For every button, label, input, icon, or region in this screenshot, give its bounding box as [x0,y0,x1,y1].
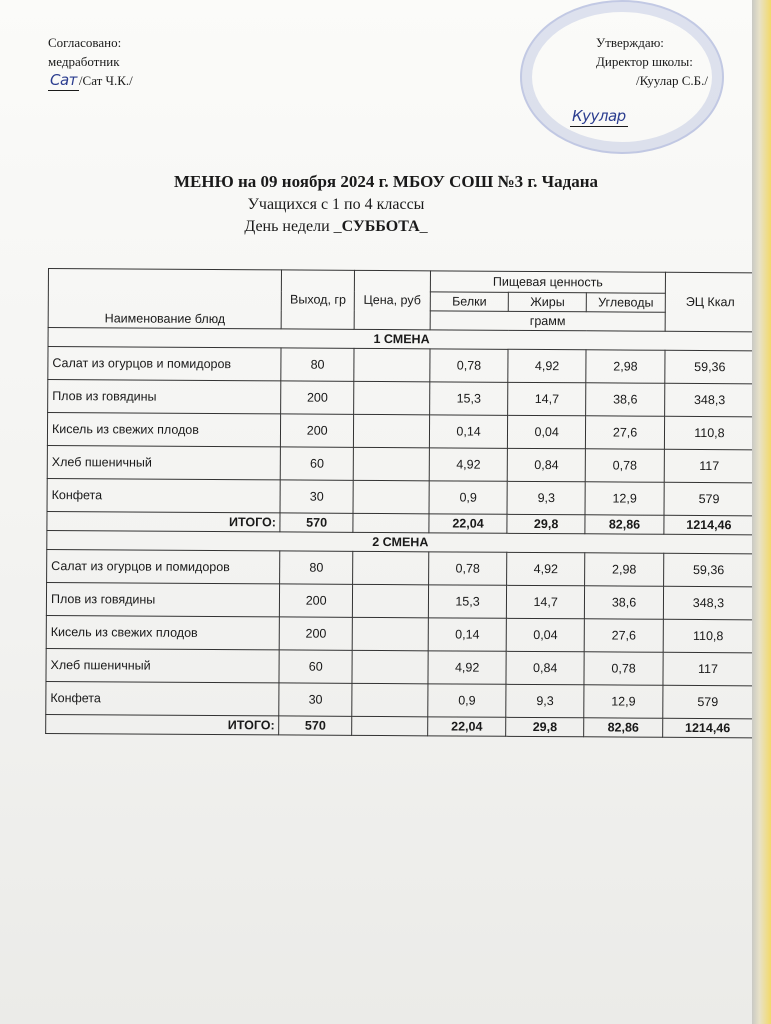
dish-protein: 4,92 [428,651,506,684]
background-edge [752,0,771,1024]
dish-kcal: 59,36 [665,350,755,384]
total-label: ИТОГО: [47,511,281,531]
dish-fat: 4,92 [507,552,585,585]
table-row [47,413,754,450]
dish-name: Хлеб пшеничный [47,445,281,479]
dish-price [352,617,428,650]
dish-fat: 14,7 [508,382,586,415]
dish-kcal: 117 [664,449,754,483]
approval-right [572,33,708,125]
approval-left-heading: Согласовано: [48,35,122,50]
total-price [353,513,429,532]
dish-price [352,584,428,617]
dish-protein: 0,78 [430,349,508,382]
dish-fat: 0,84 [506,651,584,684]
dish-kcal: 348,3 [663,586,753,620]
dish-fat: 0,04 [506,618,584,651]
dish-fat: 9,3 [507,481,585,514]
dish-kcal: 579 [664,482,754,516]
dish-price [353,480,429,513]
header-carbs: Углеводы [586,293,665,312]
dish-kcal: 348,3 [664,383,754,417]
total-protein: 22,04 [429,514,507,533]
dish-carbs: 27,6 [584,619,663,652]
dish-protein: 0,14 [429,415,507,448]
dish-carbs: 12,9 [585,482,664,515]
dish-kcal: 579 [663,685,753,719]
table-row [47,478,754,515]
dish-name: Кисель из свежих плодов [46,615,280,649]
table-row [46,648,753,685]
dish-carbs: 38,6 [585,586,664,619]
dish-price [354,381,430,414]
dish-output: 60 [281,447,354,480]
dish-price [353,447,429,480]
menu-day-suffix: _ [419,218,428,235]
total-kcal: 1214,46 [663,718,753,738]
dish-output: 200 [281,414,354,447]
dish-carbs: 0,78 [585,449,664,482]
menu-subtitle: Учащихся с 1 по 4 классы [247,196,425,213]
total-row [46,714,753,737]
total-fat: 29,8 [507,514,585,533]
menu-title-block [0,172,752,236]
dish-carbs: 0,78 [584,652,663,685]
dish-fat: 14,7 [507,585,585,618]
header-nutrition: Пищевая ценность [430,271,665,293]
dish-price [352,683,428,716]
dish-name: Конфета [47,478,281,512]
header-unit: грамм [430,311,665,331]
dish-output: 200 [280,584,353,617]
total-price [352,716,428,735]
approval-left [48,33,133,91]
dish-fat: 0,84 [507,448,585,481]
dish-kcal: 59,36 [663,553,753,587]
dish-protein: 0,9 [429,481,507,514]
menu-title: МЕНЮ на 09 ноября 2024 г. МБОУ СОШ №3 г. Чадана [173,172,598,191]
table-row [48,347,755,384]
dish-name: Конфета [46,681,280,715]
dish-name: Плов из говядины [46,582,280,616]
approval-right-role: Директор школы: [596,54,693,69]
shift-title: 1 СМЕНА [48,328,755,351]
dish-carbs: 2,98 [585,553,664,586]
dish-protein: 15,3 [430,382,508,415]
table-row [46,582,753,619]
dish-output: 80 [281,348,354,381]
total-output: 570 [280,513,353,532]
approval-left-sign-line [48,71,133,91]
dish-protein: 0,9 [428,684,506,717]
dish-price [354,348,430,381]
dish-name: Плов из говядины [48,380,282,414]
dish-output: 60 [279,650,352,683]
dish-fat: 0,04 [508,415,586,448]
dish-protein: 4,92 [429,448,507,481]
header-protein: Белки [430,292,508,311]
total-fat: 29,8 [506,717,584,736]
dish-protein: 0,14 [428,618,506,651]
shift-title: 2 СМЕНА [47,530,754,553]
approval-left-role: медработник [48,54,120,69]
menu-day-value: СУББОТА [341,218,420,235]
dish-protein: 0,78 [429,552,507,585]
approval-right-heading: Утверждаю: [596,35,664,50]
menu-day-prefix: День недели _ [244,218,342,235]
dish-name: Салат из огурцов и помидоров [48,347,282,381]
dish-protein: 15,3 [428,585,506,618]
dish-name: Хлеб пшеничный [46,648,280,682]
table-row [47,445,754,482]
dish-kcal: 110,8 [664,416,754,450]
menu-body [46,328,755,738]
table-row [48,380,755,417]
director-signature: Куулар [572,107,626,125]
dish-fat: 4,92 [508,349,586,382]
total-label: ИТОГО: [46,714,280,734]
total-output: 570 [279,716,352,735]
dish-output: 200 [280,617,353,650]
dish-carbs: 38,6 [586,383,665,416]
dish-price [352,650,428,683]
dish-output: 30 [279,683,352,716]
total-carbs: 82,86 [584,718,663,737]
header-name: Наименование блюд [48,269,282,329]
dish-output: 80 [280,551,353,584]
table-row [46,615,753,652]
dish-fat: 9,3 [506,684,584,717]
medic-signature: Сат [50,71,77,89]
menu-table [45,268,756,738]
total-kcal: 1214,46 [664,515,754,535]
dish-price [352,551,428,584]
header-price: Цена, руб [354,270,430,329]
dish-price [353,414,429,447]
director-name: /Куулар С.Б./ [636,73,708,88]
menu-day [0,218,752,236]
medic-name: /Сат Ч.К./ [78,73,133,88]
total-carbs: 82,86 [585,515,664,534]
dish-output: 30 [280,480,353,513]
dish-kcal: 110,8 [663,619,753,653]
approval-right-sign-line [572,71,708,125]
header-output: Выход, гр [282,270,355,329]
dish-carbs: 12,9 [584,685,663,718]
header-fat: Жиры [508,292,586,311]
table-row [47,549,754,586]
table-row [46,681,753,718]
dish-carbs: 2,98 [586,350,665,383]
dish-carbs: 27,6 [586,416,665,449]
total-protein: 22,04 [428,717,506,736]
dish-kcal: 117 [663,652,753,686]
dish-output: 200 [281,381,354,414]
header-kcal: ЭЦ Ккал [665,272,755,332]
dish-name: Кисель из свежих плодов [47,413,281,447]
dish-name: Салат из огурцов и помидоров [47,549,281,583]
